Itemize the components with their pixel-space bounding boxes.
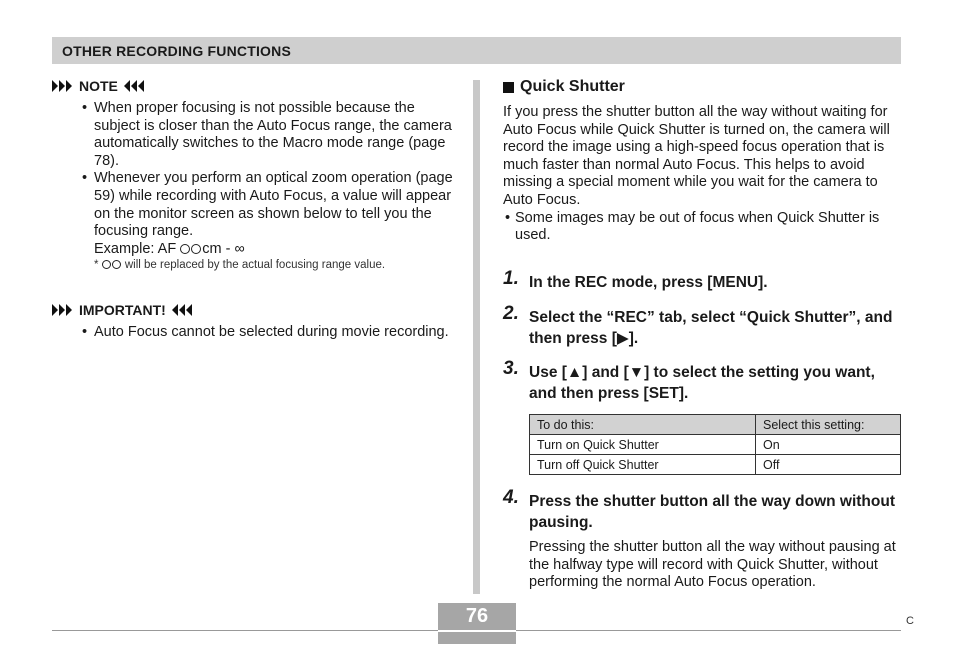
- language-mark: C: [906, 615, 914, 627]
- step-4: [503, 487, 901, 592]
- right-column: [503, 76, 901, 591]
- important-bullet-list: [82, 324, 457, 342]
- step-1: [503, 268, 901, 293]
- important-label: IMPORTANT!: [79, 302, 166, 319]
- step-instruction: Select the “REC” tab, select “Quick Shutter”, and then press [▶].: [529, 309, 893, 347]
- table-header-row: [530, 415, 901, 435]
- placeholder-circle-icon: [191, 244, 201, 254]
- table-row: [530, 435, 901, 455]
- placeholder-circle-icon: [112, 260, 121, 269]
- square-bullet-icon: [503, 82, 514, 93]
- note-right-marker-icon: [124, 80, 145, 92]
- quick-shutter-note-bullet: • Some images may be out of focus when Quick Shutter is used.: [503, 210, 901, 245]
- placeholder-circle-icon: [102, 260, 111, 269]
- example-prefix: Example: AF: [94, 240, 181, 257]
- important-bullet: • Auto Focus cannot be selected during movie recording.: [82, 324, 457, 342]
- table-cell: Off: [756, 455, 901, 475]
- table-cell: On: [756, 435, 901, 455]
- note-left-marker-icon: [52, 80, 73, 92]
- table-cell: Turn on Quick Shutter: [530, 435, 756, 455]
- table-cell: Turn off Quick Shutter: [530, 455, 756, 475]
- footnote-suffix: will be replaced by the actual focusing range value.: [121, 259, 386, 272]
- quick-shutter-intro: If you press the shutter button all the way without waiting for Auto Focus while Quick Shutter is turned on, the camera will record the image using a high-speed focus operation that is much faster than normal Auto Focus. This helps to avoid missing a special moment while you wait for the camera to Auto Focus.: [503, 104, 890, 208]
- left-column: [52, 76, 457, 342]
- important-heading: [52, 300, 457, 320]
- footnote-prefix: *: [94, 259, 102, 272]
- section-header-title: OTHER RECORDING FUNCTIONS: [62, 43, 291, 59]
- example-suffix: cm - ∞: [202, 240, 245, 257]
- step-3: [503, 358, 901, 404]
- focus-range-example: [94, 241, 457, 259]
- placeholder-circle-icon: [180, 244, 190, 254]
- step-number: 3.: [503, 358, 519, 379]
- section-header-bar: [52, 37, 901, 64]
- focus-range-footnote: [94, 258, 457, 273]
- step-instruction: Press the shutter button all the way down without pausing.: [529, 493, 895, 531]
- page-number: 76: [465, 605, 489, 627]
- step-number: 4.: [503, 487, 519, 508]
- table-header-cell: To do this:: [530, 415, 756, 435]
- quick-shutter-heading: [503, 76, 901, 98]
- note-bullet: • Whenever you perform an optical zoom operation (page 59) while recording with Auto Focus, a value will appear on the monitor screen as shown below to tell you the focusing range.: [82, 170, 457, 240]
- step-description: Pressing the shutter button all the way without pausing at the halfway type will record with Quick Shutter, without performing the normal Auto Focus operation.: [529, 539, 896, 591]
- step-2: [503, 303, 901, 349]
- note-label: NOTE: [79, 78, 118, 94]
- note-bullet-list: [82, 100, 457, 241]
- step-instruction: Use [▲] and [▼] to select the setting you want, and then press [SET].: [529, 364, 875, 402]
- note-bullet: • When proper focusing is not possible because the subject is closer than the Auto Focus range, the camera automatically switches to the Macro mode range (page 78).: [82, 100, 457, 170]
- step-number: 1.: [503, 268, 519, 289]
- step-number: 2.: [503, 303, 519, 324]
- quick-shutter-title: Quick Shutter: [520, 78, 625, 95]
- note-heading: [52, 76, 457, 96]
- important-right-marker-icon: [172, 304, 193, 316]
- page-number-badge: [438, 603, 516, 644]
- step-instruction: In the REC mode, press [MENU].: [529, 274, 768, 291]
- settings-table: [529, 414, 901, 475]
- column-divider: [473, 80, 480, 594]
- table-header-cell: Select this setting:: [756, 415, 901, 435]
- table-row: [530, 455, 901, 475]
- important-left-marker-icon: [52, 304, 73, 316]
